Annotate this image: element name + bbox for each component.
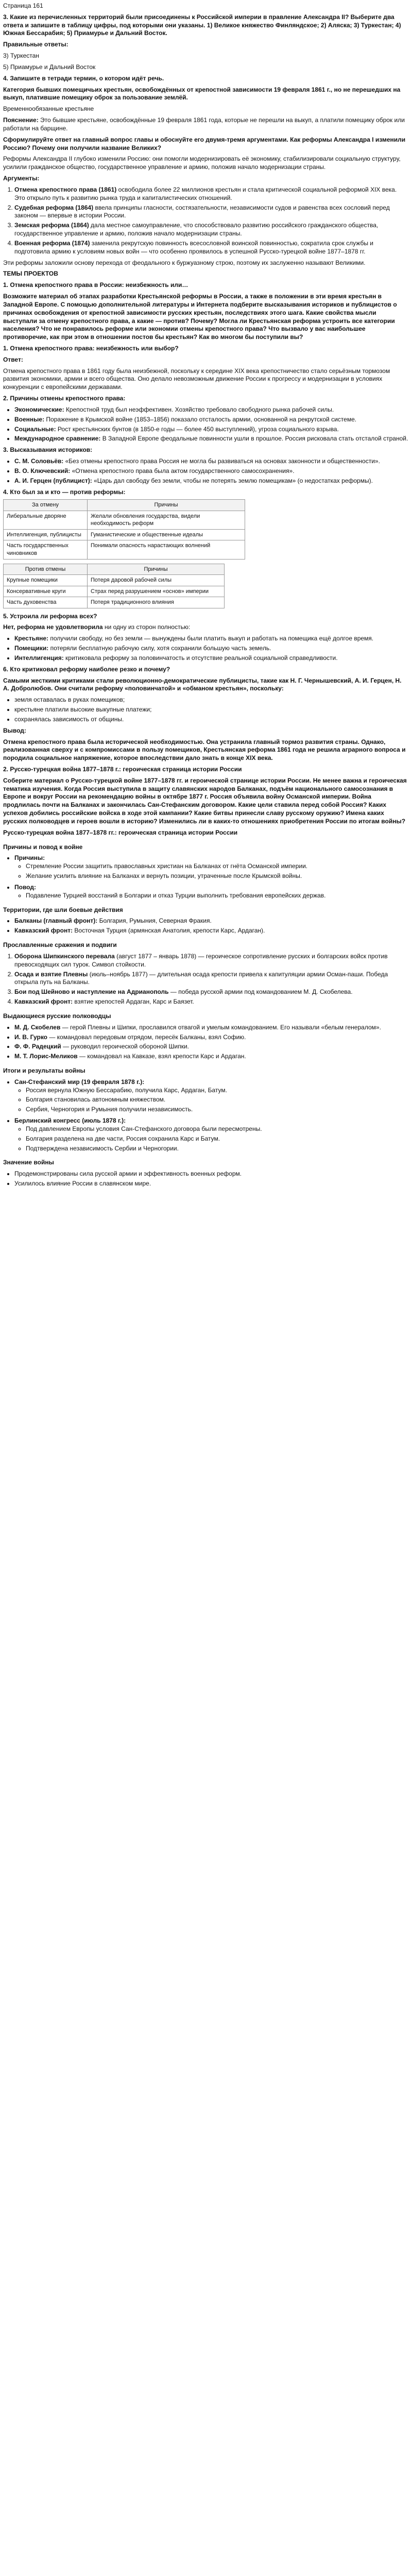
meaning-list <box>3 1170 409 1188</box>
q5-args-list <box>3 186 409 256</box>
table-cell: Страх перед разрушением «основ» империи <box>88 586 225 597</box>
territory-list <box>3 917 409 935</box>
table-header: Причины <box>88 500 245 511</box>
results-sublist <box>14 1125 409 1153</box>
page <box>0 0 412 1196</box>
table-row <box>4 529 245 540</box>
list-item: ◦ Подавление Турцией восстаний в Болгарии и отказ Турции выполнить требования европейских держав. <box>26 892 409 900</box>
q4-answer: Временнообязанные крестьяне <box>3 105 94 113</box>
q3-answer-1: 3) Туркестан <box>3 52 39 60</box>
theme1-title: 1. Отмена крепостного права в России: неизбежность или… <box>3 281 188 289</box>
causes-list <box>3 854 409 900</box>
theme1-s6-intro: Самыми жесткими критиками стали революционно-демократические публицисты, такие как Н. Г. Чернышевский, А. И. Герцен, Н. А. Добролюбов. Они считали реформу «половинчатой» и «обманом крестьян», поскольку: <box>3 676 402 692</box>
list-item: • М. Д. Скобелев — герой Плевны и Шипки, прославился отвагой и умелым командованием. Его называли «белым генералом». <box>14 1024 409 1032</box>
list-item: • И. В. Гурко — командовал передовым отрядом, пересёк Балканы, взял Софию. <box>14 1033 409 1042</box>
q4-explain <box>3 116 409 133</box>
table-header: Причины <box>88 564 225 575</box>
list-item: • Балканы (главный фронт): Болгария, Румыния, Северная Фракия. <box>14 917 409 925</box>
list-item: • Крестьяне: получили свободу, но без земли — вынуждены были платить выкуп и работать на помещика ещё долгое время. <box>14 635 409 643</box>
list-item: • Военные: Поражение в Крымской войне (1853–1856) показало отсталость армии, основанной на рекрутской системе. <box>14 416 409 424</box>
q3-question: 3. Какие из перечисленных территорий были присоединены к Российской империи в правление Александра II? Выберите два ответа и запишите в таблицу цифры, под которыми они указаны. 1) Великое княжество Финляндское; 2) Аляска; 3) Туркестан; 4) Южная Бессарабия; 5) Приамурье и Дальний Восток. <box>3 13 401 37</box>
theme1-s1-question: 1. Отмена крепостного права: неизбежность или выбор? <box>3 344 179 352</box>
battles-list <box>3 953 409 1006</box>
territory-title: Территории, где шли боевые действия <box>3 906 123 913</box>
battles-title: Прославленные сражения и подвиги <box>3 941 117 949</box>
table-cell: Желали обновления государства, видели необходимость реформ <box>88 511 245 529</box>
themes-title: ТЕМЫ ПРОЕКТОВ <box>3 270 58 278</box>
theme2-subtitle: Русско-турецкая война 1877–1878 гг.: героическая страница истории России <box>3 828 238 836</box>
list-item: • Продемонстрированы сила русской армии и эффективность военных реформ. <box>14 1170 409 1178</box>
table-cell: Потеря даровой рабочей силы <box>88 575 225 586</box>
list-item: 3. Земская реформа (1864) дала местное самоуправление, что способствовало развитию российского гражданского общества, государственное управление и армию, положив начало модернизации страны. <box>14 222 409 238</box>
table-cell: Часть государственных чиновников <box>4 540 88 559</box>
table-cell: Потеря традиционного влияния <box>88 597 225 608</box>
table-cell: Либеральные дворяне <box>4 511 88 529</box>
theme1-s1-answer-label: Ответ: <box>3 355 23 363</box>
theme1-s3-title: 3. Высказывания историков: <box>3 446 93 454</box>
table-row <box>4 540 245 559</box>
list-item: 4. Кавказский фронт: взятие крепостей Ардаган, Карс и Баязет. <box>14 998 409 1006</box>
generals-list <box>3 1024 409 1061</box>
table-cell: Часть духовенства <box>4 597 88 608</box>
q4-text: Категория бывших помещичьих крестьян, освобождённых от крепостной зависимости 19 февраля 1861 г., но не перешедших на выкуп, платившие помещику оброк за пользование землёй. <box>3 86 401 101</box>
q5-conclusion: Эти реформы заложили основу перехода от феодального к буржуазному строю, поэтому их заслуженно называют Великими. <box>3 259 366 266</box>
theme1-s6-title: 6. Кто критиковал реформу наиболее резко и почему? <box>3 665 170 673</box>
q4-question: 4. Запишите в тетради термин, о котором идёт речь. <box>3 74 164 82</box>
theme2-task: Соберите материал о Русско-турецкой войне 1877–1878 гг. и героической странице истории России. Не менее важна и героическая тематика изучения. Когда Россия выступила в защиту славянских народов Балканах, подъём национального самосознания в Европе и вокруг России на рекомендацию войны в октябре 1877 г. Россия объявила войну Османской империи. Война продлилась почти на Балканах и закончилась Сан-Стефанским договором. Какие цели ставила перед собой Россия? Каких успехов добились российские войска в ходе этой кампании? Какие битвы принесли славу русскому оружию? Имена каких русских полководцев и героев вошли в историю? Изменились ли в каких-то отношениях приобретения России по итогам войны? <box>3 776 407 825</box>
table-cell: Консервативные круги <box>4 586 88 597</box>
theme1-s5-title: 5. Устроила ли реформа всех? <box>3 612 97 620</box>
list-item: • крестьяне платили высокие выкупные платежи; <box>14 706 409 714</box>
list-item: • М. Т. Лорис-Меликов — командовал на Кавказе, взял крепости Карс и Ардаган. <box>14 1053 409 1061</box>
q5-intro: Реформы Александра II глубоко изменили Россию: они помогли модернизировать её экономику, стабилизировали социальную структуру, усилили гражданское общество, государственное управление и армию, положив начало модернизации страны. <box>3 155 401 171</box>
table-cell: Интеллигенция, публицисты <box>4 529 88 540</box>
list-item: • Сан-Стефанский мир (19 февраля 1878 г.): ◦ Россия вернула Южную Бессарабию, получила Карс, Ардаган, Батум. ◦ Болгария становилась автономным княжеством. ◦ Сербия, Черногория и Румыния получили независимость. <box>14 1078 409 1114</box>
causes-title: Причины и повод к войне <box>3 843 83 851</box>
q5-question: Сформулируйте ответ на главный вопрос главы и обоснуйте его двумя-тремя аргументами. Как реформы Александра I изменили Россию? Почему они получили название Великих? <box>3 135 406 151</box>
theme1-s5-list <box>3 635 409 662</box>
list-item: ◦ Стремление России защитить православных христиан на Балканах от гнёта Османской империи. <box>26 862 409 871</box>
theme1-task: Возможите материал об этапах разработки Крестьянской реформы в России, а также в положении в эти время крестьян в Западной Европе. С помощью дополнительной литературы и Интернета подберите высказывания историков и публицистов о причинах освобождения от крепостной зависимости русских крестьян, последствиях этого шага. Какие свойства мысли выступали за отмену крепостного права, а какие — против? Почему? Могла ли Крестьянская реформа устроить все категории населения? Что не понравилось реформе или экономии отмены крепостного права? Что вызвало у вас наибольшее противоречие, как при этом в отношении постов бы крестьян? Как во многом бы поступили вы? <box>3 293 397 341</box>
contra-reform-table <box>3 564 225 608</box>
list-item: ◦ Россия вернула Южную Бессарабию, получила Карс, Ардаган, Батум. <box>26 1087 409 1095</box>
theme1-s3-list <box>3 457 409 485</box>
table-header: За отмену <box>4 500 88 511</box>
causes-sublist <box>14 862 409 880</box>
list-item: • Берлинский конгресс (июль 1878 г.): ◦ Под давлением Европы условия Сан-Стефанского договора были пересмотрены. ◦ Болгария разделена на две части, Россия сохранила Карс и Батум. ◦ Подтверждена независимость Сербии и Черногории. <box>14 1117 409 1153</box>
list-item: 1. Оборона Шипкинского перевала (август 1877 – январь 1878) — героическое сопротивление русских и болгарских войск против превосходящих сил турок. Символ стойкости. <box>14 953 409 969</box>
list-item: • Повод: ◦ Подавление Турцией восстаний в Болгарии и отказ Турции выполнить требования европейских держав. <box>14 884 409 900</box>
theme1-s6-conclusion: Отмена крепостного права была исторической необходимостью. Она устранила главный тормоз развития страны. Однако, реализованная сверху и с компромиссами в пользу помещиков, Крестьянская реформа 1861 года не решила аграрного вопроса и породила социальное напряжение, которое впоследствии дало знать в конце XIX века. <box>3 738 406 762</box>
results-sublist <box>14 1087 409 1114</box>
list-item: ◦ Желание усилить влияние на Балканах и вернуть позиции, утраченные после Крымской войны. <box>26 872 409 880</box>
list-item: • сохранялась зависимость от общины. <box>14 716 409 724</box>
list-item: • Интеллигенция: критиковала реформу за половинчатость и отсутствие реальной социальной справедливости. <box>14 654 409 663</box>
table-row <box>4 597 225 608</box>
list-item: • А. И. Герцен (публицист): «Царь дал свободу без земли, чтобы не потерять землю помещикам» (о недостатках реформы). <box>14 477 409 485</box>
q4-explain-text: Это бывшие крестьяне, освобождённые 19 февраля 1861 года, которые не перешли на выкуп, а платили помещику оброк или работали на барщине. <box>3 116 405 132</box>
theme1-s2-title: 2. Причины отмены крепостного права: <box>3 395 126 402</box>
theme1-s4-title: 4. Кто был за и кто — против реформы: <box>3 488 126 496</box>
list-item: 2. Осада и взятие Плевны (июль–ноябрь 1877) — длительная осада крепости привела к капитуляции армии Осман-паши. Победа открыла путь на Балканы. <box>14 971 409 987</box>
theme1-s2-list <box>3 406 409 443</box>
list-item: 4. Военная реформа (1874) заменила рекрутскую повинность всесословной воинской повинностью, сократила срок службы и подготовила армию к условиям новых войн — что особенно проявилось в успешной Русско-турецкой войне 1877–1878 гг. <box>14 240 409 256</box>
table-row <box>4 575 225 586</box>
q4-explain-label: Пояснение: <box>3 116 39 124</box>
list-item: ◦ Подтверждена независимость Сербии и Черногории. <box>26 1145 409 1153</box>
list-item: ◦ Болгария становилась автономным княжеством. <box>26 1096 409 1104</box>
table-header-row <box>4 500 245 511</box>
list-item: • Ф. Ф. Радецкий — руководил героической обороной Шипки. <box>14 1043 409 1051</box>
table-header-row <box>4 564 225 575</box>
list-item: • Усилилось влияние России в славянском мире. <box>14 1180 409 1188</box>
results-title: Итоги и результаты войны <box>3 1067 85 1074</box>
list-item: • В. О. Ключевский: «Отмена крепостного права была актом государственного самосохранения». <box>14 467 409 476</box>
pro-reform-table <box>3 499 245 559</box>
theme1-s5-answer: Нет, реформа не удовлетворила ни одну из сторон полностью: <box>3 623 191 631</box>
theme2-title: 2. Русско-турецкая война 1877–1878 г.: героическая страница истории России <box>3 765 242 773</box>
list-item: ◦ Болгария разделена на две части, Россия сохранила Карс и Батум. <box>26 1135 409 1143</box>
table-row <box>4 586 225 597</box>
q3-answer-2: 5) Приамурье и Дальний Восток <box>3 63 96 71</box>
list-item: • Помещики: потеряли бесплатную рабочую силу, хотя сохранили большую часть земель. <box>14 645 409 653</box>
pretext-sublist <box>14 892 409 900</box>
list-item: • Кавказский фронт: Восточная Турция (армянская Анатолия, крепости Карс, Ардаган). <box>14 927 409 935</box>
list-item: • Социальные: Рост крестьянских бунтов (в 1850-е годы — более 450 выступлений), угроза социального взрыва. <box>14 426 409 434</box>
list-item: • земля оставалась в руках помещиков; <box>14 696 409 704</box>
q5-args-title: Аргументы: <box>3 175 40 182</box>
generals-title: Выдающиеся русские полководцы <box>3 1012 111 1020</box>
list-item: 2. Судебная реформа (1864) ввела принципы гласности, состязательности, независимости судов и равенства всех сословий перед законом — впервые в истории России. <box>14 204 409 221</box>
list-item: • Экономические: Крепостной труд был неэффективен. Хозяйство требовало свободного рынка рабочей силы. <box>14 406 409 414</box>
list-item: • Причины: ◦ Стремление России защитить православных христиан на Балканах от гнёта Османской империи. ◦ Желание усилить влияние на Балканах и вернуть позиции, утраченные после Крымской войны. <box>14 854 409 880</box>
list-item: ◦ Под давлением Европы условия Сан-Стефанского договора были пересмотрены. <box>26 1125 409 1133</box>
list-item: • Международное сравнение: В Западной Европе феодальные повинности ушли в прошлое. Россия рисковала стать отсталой страной. <box>14 435 409 443</box>
table-cell: Крупные помещики <box>4 575 88 586</box>
list-item: 1. Отмена крепостного права (1861) освободила более 22 миллионов крестьян и стала критической социальной реформой XIX века. Это открыло путь к развитию рынка труда и капиталистических отношений. <box>14 186 409 202</box>
table-cell: Гуманистические и общественные идеалы <box>88 529 245 540</box>
theme1-s1-answer: Отмена крепостного права в 1861 году была неизбежной, поскольку к середине XIX века крепостничество стало серьёзным тормозом развития экономики, армии и всего общества. Оно делало невозможным движение России к прогрессу и модернизации в условиях конкуренции с европейскими державами. <box>3 367 390 391</box>
q3-answers-title: Правильные ответы: <box>3 41 68 48</box>
list-item: 3. Бои под Шейново и наступление на Адрианополь — победа русской армии под командованием М. Д. Скобелева. <box>14 988 409 996</box>
page-label: Страница 161 <box>3 2 43 9</box>
theme1-s6-list <box>3 696 409 723</box>
meaning-title: Значение войны <box>3 1159 54 1166</box>
results-list <box>3 1078 409 1153</box>
list-item: • С. М. Соловьёв: «Без отмены крепостного права Россия не могла бы развиваться на основах законности и общественности». <box>14 457 409 466</box>
table-header: Против отмены <box>4 564 88 575</box>
theme1-s6-conclusion-label: Вывод: <box>3 726 26 734</box>
list-item: ◦ Сербия, Черногория и Румыния получили независимость. <box>26 1106 409 1114</box>
table-cell: Понимали опасность нарастающих волнений <box>88 540 245 559</box>
table-row <box>4 511 245 529</box>
